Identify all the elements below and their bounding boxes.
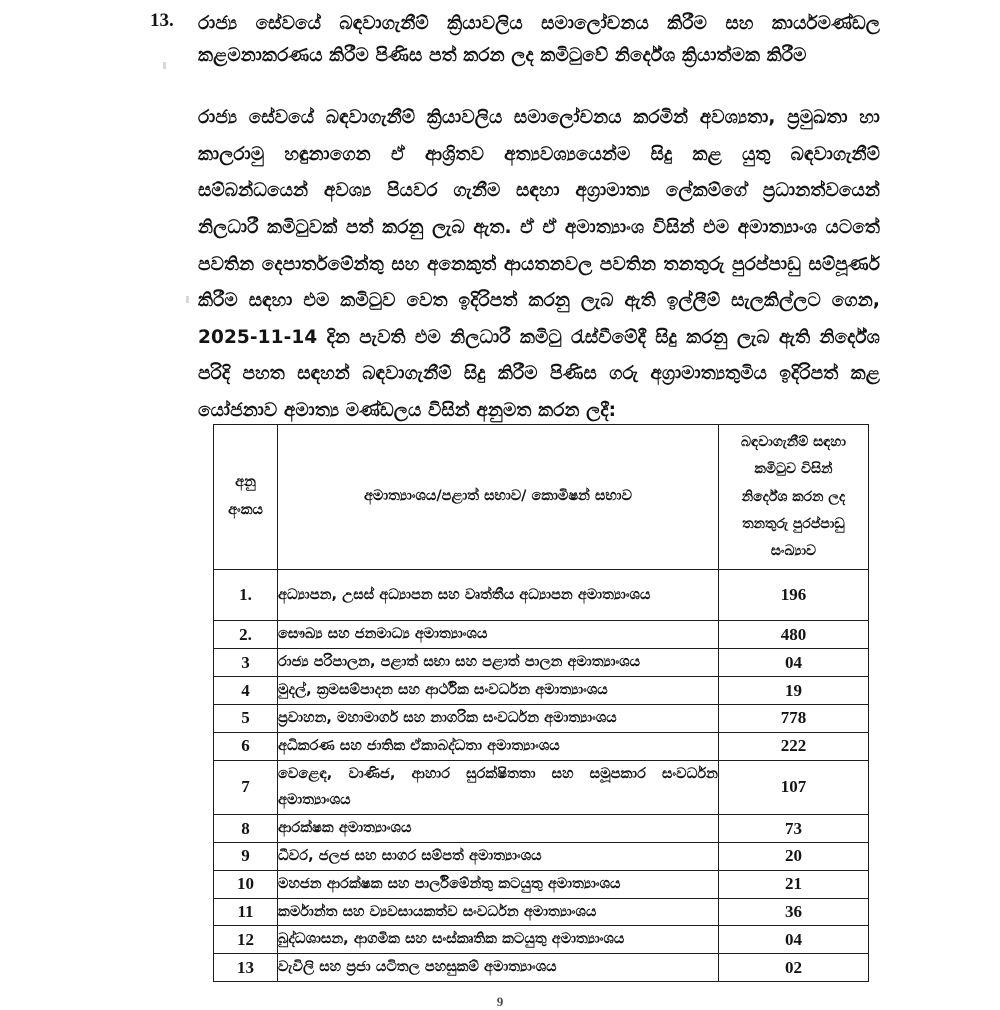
cell-vacancy-count: 36 (719, 898, 869, 926)
cell-serial-number: 1. (214, 570, 278, 621)
table-row (214, 870, 869, 898)
cell-ministry-name: බුද්ධශාසන, ආගමික සහ සංස්කෘතික කටයුතු අමාත්‍යාංශය (278, 926, 719, 954)
cell-vacancy-count: 778 (719, 704, 869, 732)
cell-vacancy-count: 73 (719, 815, 869, 843)
cell-serial-number: 4 (214, 677, 278, 705)
table-row (214, 815, 869, 843)
cell-vacancy-count: 02 (719, 954, 869, 982)
table-row (214, 677, 869, 705)
column-header-serial (214, 425, 278, 570)
cell-vacancy-count: 04 (719, 926, 869, 954)
column-header-serial-line1: අනු (235, 474, 256, 491)
table-header-row (214, 425, 869, 570)
item-number: 13. (150, 10, 174, 31)
table-row (214, 570, 869, 621)
cell-ministry-name: වැවිලි සහ ප්‍රජා යටිතල පහසුකම් අමාත්‍යාංශය (278, 954, 719, 982)
cell-ministry-name: ප්‍රවාහන, මහාමාර්ග සහ නාගරික සංවර්ධන අමාත්‍යාංශය (278, 704, 719, 732)
table-row (214, 649, 869, 677)
table-row (214, 898, 869, 926)
column-header-vacancy-count (719, 425, 869, 570)
numbered-item-heading (150, 8, 880, 72)
cell-serial-number: 7 (214, 760, 278, 815)
cell-serial-number: 12 (214, 926, 278, 954)
cell-vacancy-count: 196 (719, 570, 869, 621)
table-row (214, 954, 869, 982)
body-paragraph: රාජ්‍ය සේවයේ බඳවාගැනීම් ක්‍රියාවලිය සමාලෝචනය කරමින් අවශ්‍යතා, ප්‍රමුඛතා හා කාලරාමු හඳුනාගෙන ඒ ආශ්‍රිතව අත්‍යවශ්‍යයෙන්ම සිදු කළ යුතු බඳවාගැනීම් සම්බන්ධයෙන් අවශ්‍ය පියවර ගැනීම සඳහා අග්‍රාමාත්‍ය ලේකම්ගේ ප්‍රධානත්වයෙන් නිලධාරී කමිටුවක් පත් කරනු ලැබ ඇත. ඒ ඒ අමාත්‍යාංශ විසින් එම අමාත්‍යාංශ යටතේ පවතින දෙපාර්තමේන්තු සහ අනෙකුත් ආයතනවල පවතින තනතුරු පුරප්පාඩු සම්පූර්ණ කිරීම සඳහා එම කමිටුව වෙත ඉදිරිපත් කරනු ලැබ ඇති ඉල්ලීම් සැලකිල්ලට ගෙන, 2025-11-14 දින පැවති එම නිලධාරී කමිටු රැස්වීමේදී සිදු කරනු ලැබ ඇති නිර්දේශ පරිදි පහත සඳහන් බඳවාගැනීම් සිදු කිරීම පිණිස ගරු අග්‍රාමාත්‍යතුමිය ඉදිරිපත් කළ යෝජනාව අමාත්‍ය මණ්ඩලය විසින් අනුමත කරන ලදී: (198, 107, 880, 421)
cell-vacancy-count: 222 (719, 732, 869, 760)
cell-ministry-name: කර්මාන්ත සහ ව්‍යවසායකත්ව සංවර්ධන අමාත්‍යාංශය (278, 898, 719, 926)
vacancy-table (213, 424, 869, 982)
cell-serial-number: 6 (214, 732, 278, 760)
cell-vacancy-count: 21 (719, 870, 869, 898)
column-header-count-line2: කමිටුව විසින් (754, 461, 833, 478)
cell-serial-number: 2. (214, 621, 278, 649)
column-header-count-line5: සංඛ්‍යාව (770, 543, 817, 560)
cell-serial-number: 13 (214, 954, 278, 982)
cell-serial-number: 10 (214, 870, 278, 898)
cell-ministry-name: රාජ්‍ය පරිපාලන, පළාත් සභා සහ පළාත් පාලන අමාත්‍යාංශය (278, 649, 719, 677)
cell-ministry-name: මහජන ආරක්ෂක සහ පාර්ලිමේන්තු කටයුතු අමාත්‍යාංශය (278, 870, 719, 898)
cell-ministry-name: මුදල්, ක්‍රමසම්පාදන සහ ආර්ථික සංවර්ධන අමාත්‍යාංශය (278, 677, 719, 705)
table-row (214, 704, 869, 732)
table-row (214, 621, 869, 649)
cell-ministry-name: වෙළෙඳ, වාණිජ, ආහාර සුරක්ෂිතතා සහ සමූපකාර සංවර්ධන අමාත්‍යාංශය (278, 760, 719, 815)
cell-serial-number: 5 (214, 704, 278, 732)
table-row (214, 926, 869, 954)
cell-serial-number: 11 (214, 898, 278, 926)
page-number: 9 (496, 994, 504, 1009)
scan-artifact (186, 296, 189, 303)
table-row (214, 732, 869, 760)
cell-vacancy-count: 20 (719, 842, 869, 870)
table-header (214, 425, 869, 570)
cell-ministry-name: ධීවර, ජලජ සහ සාගර සම්පත් අමාත්‍යාංශය (278, 842, 719, 870)
cell-ministry-name: සෞඛ්‍ය සහ ජනමාධ්‍ය අමාත්‍යාංශය (278, 621, 719, 649)
cell-vacancy-count: 04 (719, 649, 869, 677)
cell-vacancy-count: 19 (719, 677, 869, 705)
column-header-count-line3: නිර්දේශ කරන ලද (741, 488, 846, 505)
column-header-serial-line2: අංකය (228, 502, 263, 519)
column-header-ministry: අමාත්‍යාංශය/පළාත් සභාව/ කොමිෂන් සභාව (278, 425, 719, 570)
cell-ministry-name: අධ්‍යාපන, උසස් අධ්‍යාපන සහ වෘත්තීය අධ්‍යාපන අමාත්‍යාංශය (278, 570, 719, 621)
table-body (214, 570, 869, 982)
cell-serial-number: 8 (214, 815, 278, 843)
cell-ministry-name: ආරක්ෂක අමාත්‍යාංශය (278, 815, 719, 843)
cell-vacancy-count: 107 (719, 760, 869, 815)
table-row (214, 842, 869, 870)
column-header-count-line1: බඳවාගැනීම් සඳහා (741, 434, 846, 450)
cell-serial-number: 3 (214, 649, 278, 677)
table-row (214, 760, 869, 815)
cell-vacancy-count: 480 (719, 621, 869, 649)
column-header-count-line4: තනතුරු පුරප්පාඩු (742, 515, 845, 532)
cell-ministry-name: අධිකරණ සහ ජාතික ඒකාබද්ධතා අමාත්‍යාංශය (278, 732, 719, 760)
page-title: රාජ්‍ය සේවයේ බඳවාගැනීම් ක්‍රියාවලිය සමාලෝචනය කිරීම සහ කාර්යමණ්ඩල කළමනාකරණය කිරීම පිණිස පත් කරන ලද කමිටුවේ නිර්දේශ ක්‍රියාත්මක කිරීම (198, 13, 880, 66)
cell-serial-number: 9 (214, 842, 278, 870)
